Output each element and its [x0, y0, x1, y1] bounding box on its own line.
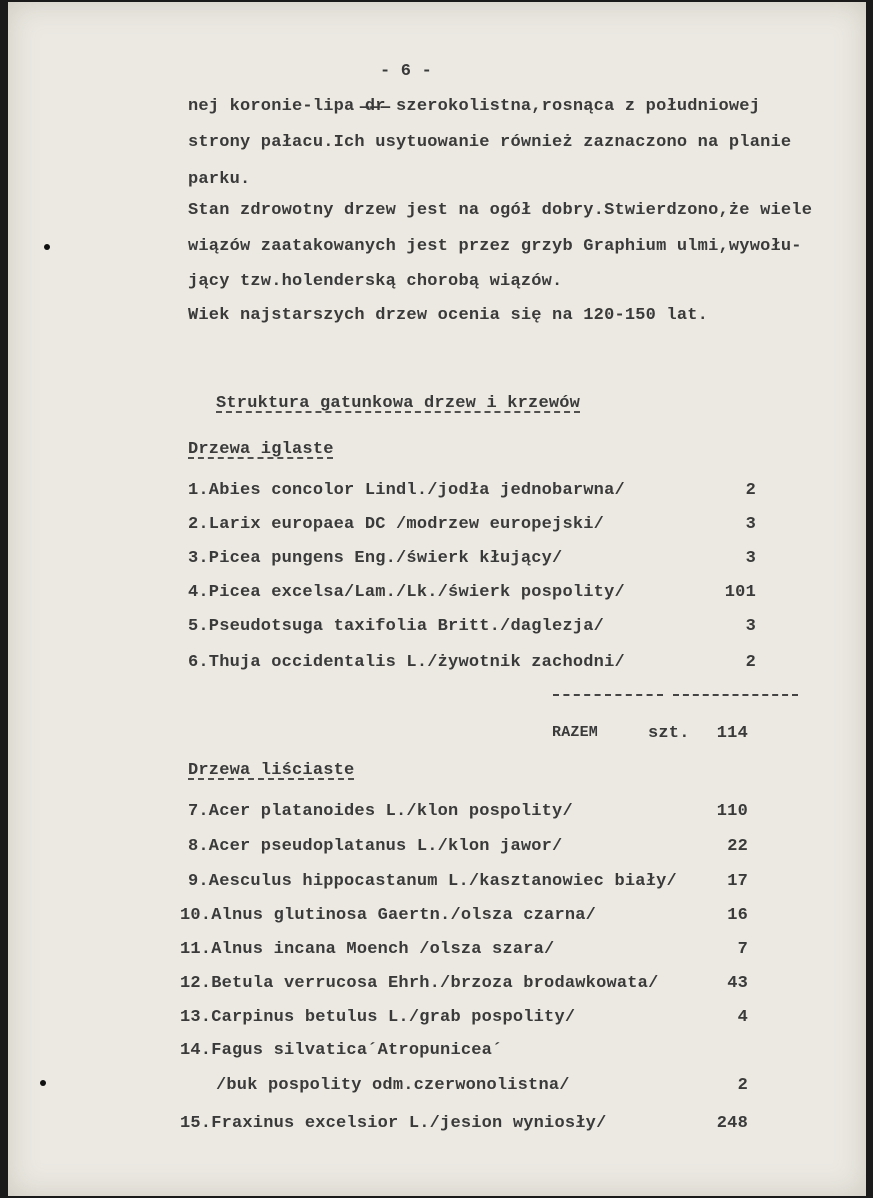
species-label: 3.Picea pungens Eng./świerk kłujący/	[188, 549, 563, 568]
species-label: 13.Carpinus betulus L./grab pospolity/	[180, 1008, 576, 1027]
species-count: 7	[737, 940, 748, 959]
species-label: /buk pospolity odm.czerwonolistna/	[216, 1076, 570, 1095]
species-label: 5.Pseudotsuga taxifolia Britt./daglezja/	[188, 617, 605, 636]
species-label: 10.Alnus glutinosa Gaertn./olsza czarna/	[180, 906, 597, 925]
species-count: 3	[745, 515, 756, 534]
species-count: 101	[724, 583, 756, 602]
species-count: 110	[716, 802, 748, 821]
species-count: 2	[745, 481, 756, 500]
species-count: 248	[716, 1114, 748, 1133]
species-label: 14.Fagus silvatica´Atropunicea´	[180, 1041, 503, 1060]
conifers-heading: Drzewa iglaste	[188, 440, 334, 459]
total-label: RAZEM	[552, 724, 599, 741]
species-label: 6.Thuja occidentalis L./żywotnik zachodni/	[188, 653, 625, 672]
total-value: 114	[716, 724, 748, 743]
paragraph-line: strony pałacu.Ich usytuowanie również zaznaczono na planie	[188, 133, 792, 152]
paragraph-line: jący tzw.holenderską chorobą wiązów.	[188, 272, 563, 291]
species-count: 3	[745, 549, 756, 568]
section-title: Struktura gatunkowa drzew i krzewów	[216, 394, 581, 413]
species-label: 1.Abies concolor Lindl./jodła jednobarwna/	[188, 481, 625, 500]
total-divider	[673, 694, 798, 696]
species-label: 9.Aesculus hippocastanum L./kasztanowiec biały/	[188, 872, 677, 891]
species-count: 4	[737, 1008, 748, 1027]
total-unit: szt.	[648, 724, 690, 743]
paragraph-line: Wiek najstarszych drzew ocenia się na 120-150 lat.	[188, 306, 709, 325]
paragraph-line: Stan zdrowotny drzew jest na ogół dobry.Stwierdzono,że wiele	[188, 201, 813, 220]
species-label: 2.Larix europaea DC /modrzew europejski/	[188, 515, 605, 534]
species-label: 8.Acer pseudoplatanus L./klon jawor/	[188, 837, 563, 856]
deciduous-heading: Drzewa liściaste	[188, 761, 355, 780]
species-label: 7.Acer platanoides L./klon pospolity/	[188, 802, 573, 821]
species-label: 12.Betula verrucosa Ehrh./brzoza brodawkowata/	[180, 974, 659, 993]
species-label: 11.Alnus incana Moench /olsza szara/	[180, 940, 555, 959]
punch-hole-mark	[44, 244, 50, 250]
species-label: 15.Fraxinus excelsior L./jesion wyniosły/	[180, 1114, 607, 1133]
species-count: 16	[727, 906, 748, 925]
species-count: 17	[727, 872, 748, 891]
species-label: 4.Picea excelsa/Lam./Lk./świerk pospolity/	[188, 583, 625, 602]
species-count: 3	[745, 617, 756, 636]
species-count: 22	[727, 837, 748, 856]
document-page	[8, 2, 866, 1196]
punch-hole-mark	[40, 1080, 46, 1086]
species-count: 2	[737, 1076, 748, 1095]
species-count: 2	[745, 653, 756, 672]
page-number: - 6 -	[380, 62, 433, 81]
total-divider	[553, 694, 663, 696]
paragraph-line: nej koronie-lipa ̶d̶r̶ szerokolistna,rosnąca z południowej	[188, 97, 761, 116]
paragraph-line: wiązów zaatakowanych jest przez grzyb Graphium ulmi,wywołu-	[188, 237, 802, 256]
paragraph-line: parku.	[188, 170, 251, 189]
species-count: 43	[727, 974, 748, 993]
